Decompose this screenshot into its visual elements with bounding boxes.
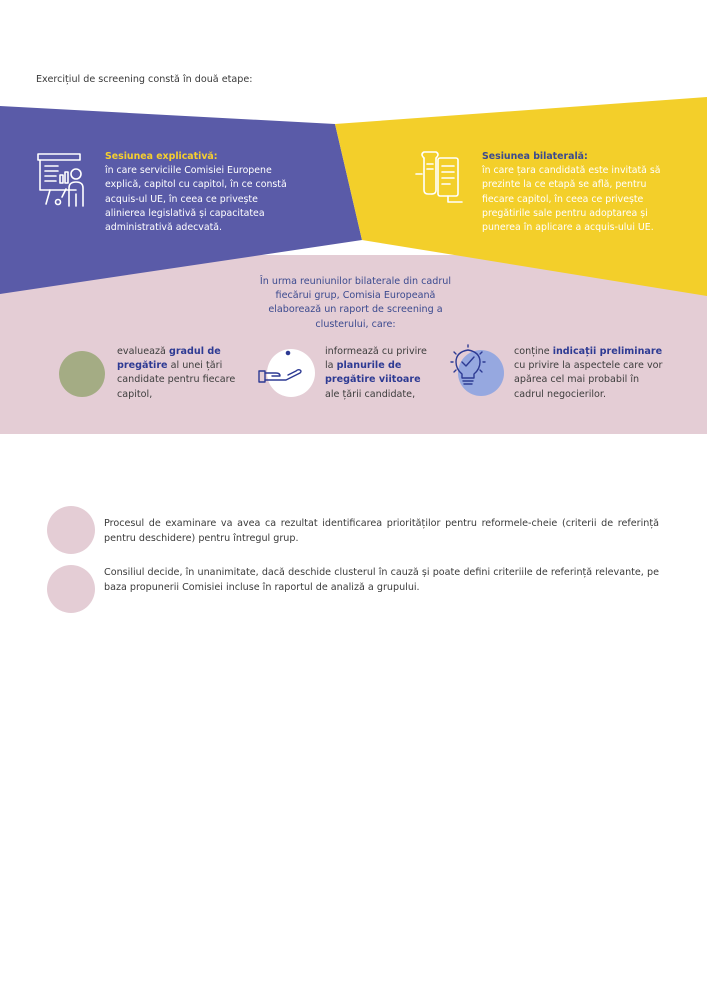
column-plans-bold: planurile de pregătire viitoare [325,360,421,386]
column-indications-bold: indicații preliminare [552,346,663,357]
bilateral-session [482,150,672,235]
report-intro: În urma reuniunilor bilaterale din cadrul fiecărui grup, Comisia Europeană elaborează un raport de screening a clusterului, care: [259,276,452,330]
presentation-icon [36,152,90,212]
explicative-body: în care serviciile Comisiei Europene explică, capitol cu capitol, în ce constă acquis-ul UE, în ceea ce privește alinierea legislativă și capacitatea administrativă adecvată. [105,165,287,234]
column-plans: informează cu privire la planurile de pregătire viitoare ale țării candidate, [325,346,427,400]
point-text: Consiliul decide, în unanimitate, dacă deschide clusterul în cauză și poate defini criteriile de referință relevante, pe baza propunerii Comisiei incluse în raportul de analiză a grupului. [104,567,659,593]
intro-text: Exercițiul de screening constă în două etape: [36,74,253,85]
documents-icon [414,150,464,208]
point-bullet [47,565,95,613]
point-bullet [47,506,95,554]
explicative-title: Sesiunea explicativă: [105,151,218,162]
bilateral-title: Sesiunea bilaterală: [482,151,588,162]
lightbulb-check-icon [450,344,490,394]
hand-icon [256,349,306,393]
explicative-session [105,150,300,235]
column-assessment: evaluează gradul de pregătire al unei țări candidate pentru fiecare capitol, [117,346,236,400]
point-text: Procesul de examinare va avea ca rezultat identificarea priorităților pentru reformele-cheie (criterii de referință pentru deschidere) pentru întregul grup. [104,518,659,544]
column-assessment-bold: gradul de pregătire [117,346,221,372]
column-indications: conține indicații preliminare cu privire la aspectele care vor apărea cel mai probabil în cadrul negocierilor. [514,346,663,400]
bilateral-body: în care țara candidată este invitată să prezinte la ce etapă se află, pentru fiecare capitol, în ceea ce privește pregătirile sale pentru adoptarea și punerea în aplicare a acquis-ului UE. [482,165,661,234]
assessment-circle [59,351,105,397]
